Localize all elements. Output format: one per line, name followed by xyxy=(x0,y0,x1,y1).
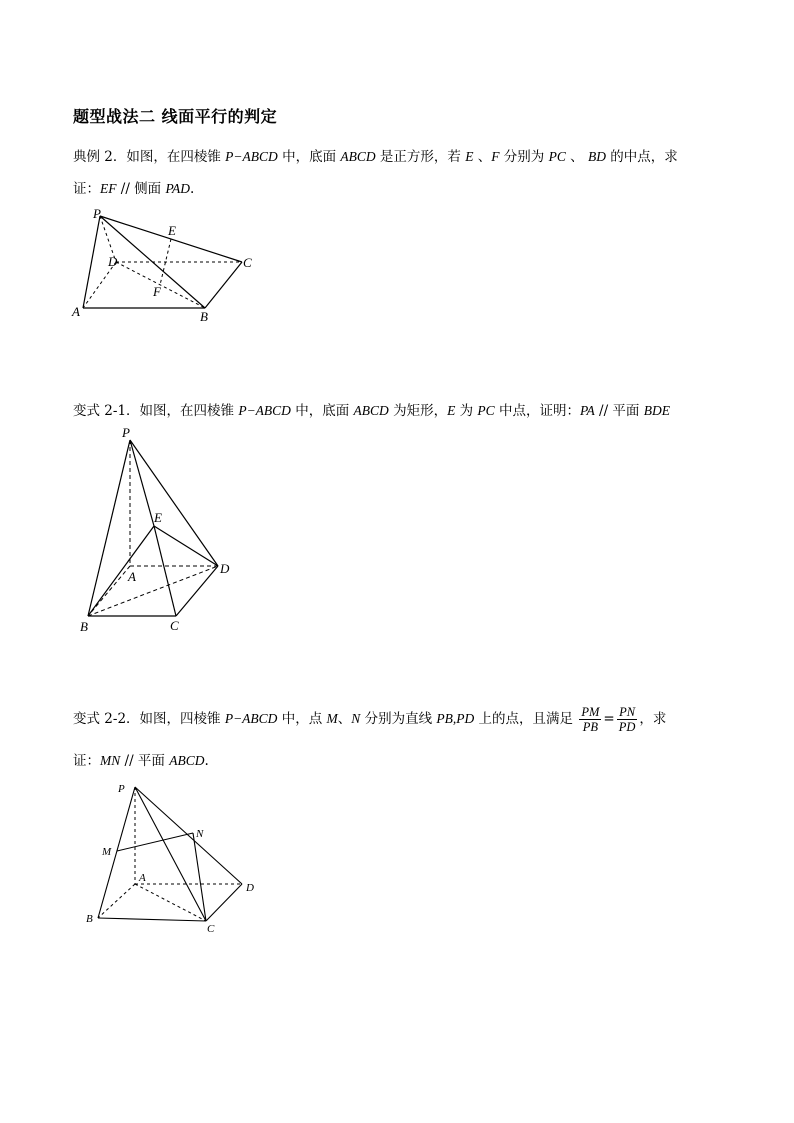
example-sep2: 、 xyxy=(565,149,588,165)
frac1-denominator: PB xyxy=(582,720,599,734)
example-text-3: 分别为 xyxy=(499,149,549,165)
variant1-t3: 为 xyxy=(455,403,478,419)
variant1-prefix: 变式 2-1．如图，在四棱锥 xyxy=(73,403,239,419)
variant2-t4: ，求 xyxy=(639,711,667,727)
example-prefix: 典例 2．如图，在四棱锥 xyxy=(73,149,226,165)
variant1-t1: 中，底面 xyxy=(290,403,354,419)
fig1-label-b: B xyxy=(200,309,208,324)
variant2-t2: 分别为直线 xyxy=(360,711,437,727)
variant2-equals: = xyxy=(603,711,615,727)
variant2-pyramid: P−ABCD xyxy=(224,711,278,726)
example-plane-pad: PAD xyxy=(165,181,190,196)
variant2-point-m: M xyxy=(326,711,338,726)
variant2-l2a: 证： xyxy=(73,753,100,769)
example-text-4: 的中点，求 xyxy=(605,149,678,165)
frac2-denominator: PD xyxy=(618,720,636,734)
example-l2a: 证： xyxy=(73,181,100,197)
variant1-t2: 为矩形， xyxy=(388,403,448,419)
fig3-label-a: A xyxy=(139,872,146,884)
fraction-pn-pd xyxy=(617,705,638,734)
variant2-prefix: 变式 2-2．如图，四棱锥 xyxy=(73,711,225,727)
variant1-base: ABCD xyxy=(353,403,389,418)
variant2-plane-abcd: ABCD xyxy=(169,753,205,768)
variant2-segment-mn: MN xyxy=(100,753,121,768)
fig2-label-p: P xyxy=(122,425,130,440)
variant1-t5: // 平面 xyxy=(594,403,644,419)
variant-2-2-line-2 xyxy=(73,749,209,769)
variant2-l2c: . xyxy=(204,753,209,769)
variant-2-1-line xyxy=(73,399,670,419)
fig1-label-p: P xyxy=(93,206,101,221)
variant2-l2b: // 平面 xyxy=(120,753,170,769)
example-text-2: 是正方形，若 xyxy=(375,149,466,165)
example-point-f: F xyxy=(491,149,500,164)
example-sep: 、 xyxy=(473,149,492,165)
variant1-plane-bde: BDE xyxy=(643,403,670,418)
variant1-point-e: E xyxy=(447,403,456,418)
example-2-line-2 xyxy=(73,177,194,197)
variant1-t4: 中点，证明： xyxy=(494,403,580,419)
figure-3-pyramid xyxy=(80,775,270,940)
figure-1-pyramid xyxy=(60,200,280,330)
fig3-label-d: D xyxy=(246,882,254,894)
fig3-label-c: C xyxy=(207,923,215,935)
example-point-e: E xyxy=(465,149,474,164)
example-segment-ef: EF xyxy=(100,181,117,196)
section-title: 题型战法二 线面平行的判定 xyxy=(73,107,278,126)
fig1-label-c: C xyxy=(243,255,252,270)
example-l2b: // 侧面 xyxy=(116,181,166,197)
fig1-label-d: D xyxy=(108,254,118,269)
example-pyramid: P−ABCD xyxy=(225,149,278,164)
fig3-label-b: B xyxy=(86,913,93,925)
fig3-label-m: M xyxy=(102,846,112,858)
fig1-label-a: A xyxy=(72,304,80,319)
variant2-lines: PB,PD xyxy=(436,711,475,726)
fig3-label-n: N xyxy=(196,828,204,840)
figure-2-pyramid xyxy=(70,420,250,640)
example-l2c: . xyxy=(190,181,195,197)
fig3-label-p: P xyxy=(118,783,125,795)
frac1-numerator: PM xyxy=(581,705,600,719)
variant1-segment-pa: PA xyxy=(579,403,595,418)
fig2-label-b: B xyxy=(80,619,88,634)
variant1-segment-pc: PC xyxy=(477,403,495,418)
fig2-label-c: C xyxy=(170,618,179,633)
frac2-numerator: PN xyxy=(617,705,638,720)
variant2-t1: 中，点 xyxy=(277,711,327,727)
example-text-1: 中，底面 xyxy=(277,149,341,165)
variant2-point-n: N xyxy=(351,711,361,726)
fig2-label-d: D xyxy=(220,561,230,576)
example-segment-bd: BD xyxy=(587,149,606,164)
variant-2-2-line-1 xyxy=(73,704,666,734)
variant2-sep: 、 xyxy=(337,711,352,727)
fig2-label-e: E xyxy=(154,510,162,525)
example-segment-pc: PC xyxy=(548,149,566,164)
variant1-pyramid: P−ABCD xyxy=(238,403,291,418)
fig1-label-e: E xyxy=(168,223,176,238)
example-base: ABCD xyxy=(340,149,376,164)
variant2-t3: 上的点，且满足 xyxy=(474,711,578,727)
example-2-line-1 xyxy=(73,145,678,165)
fig2-label-a: A xyxy=(128,569,136,584)
fig1-label-f: F xyxy=(153,284,161,299)
fraction-pm-pb xyxy=(579,705,601,734)
